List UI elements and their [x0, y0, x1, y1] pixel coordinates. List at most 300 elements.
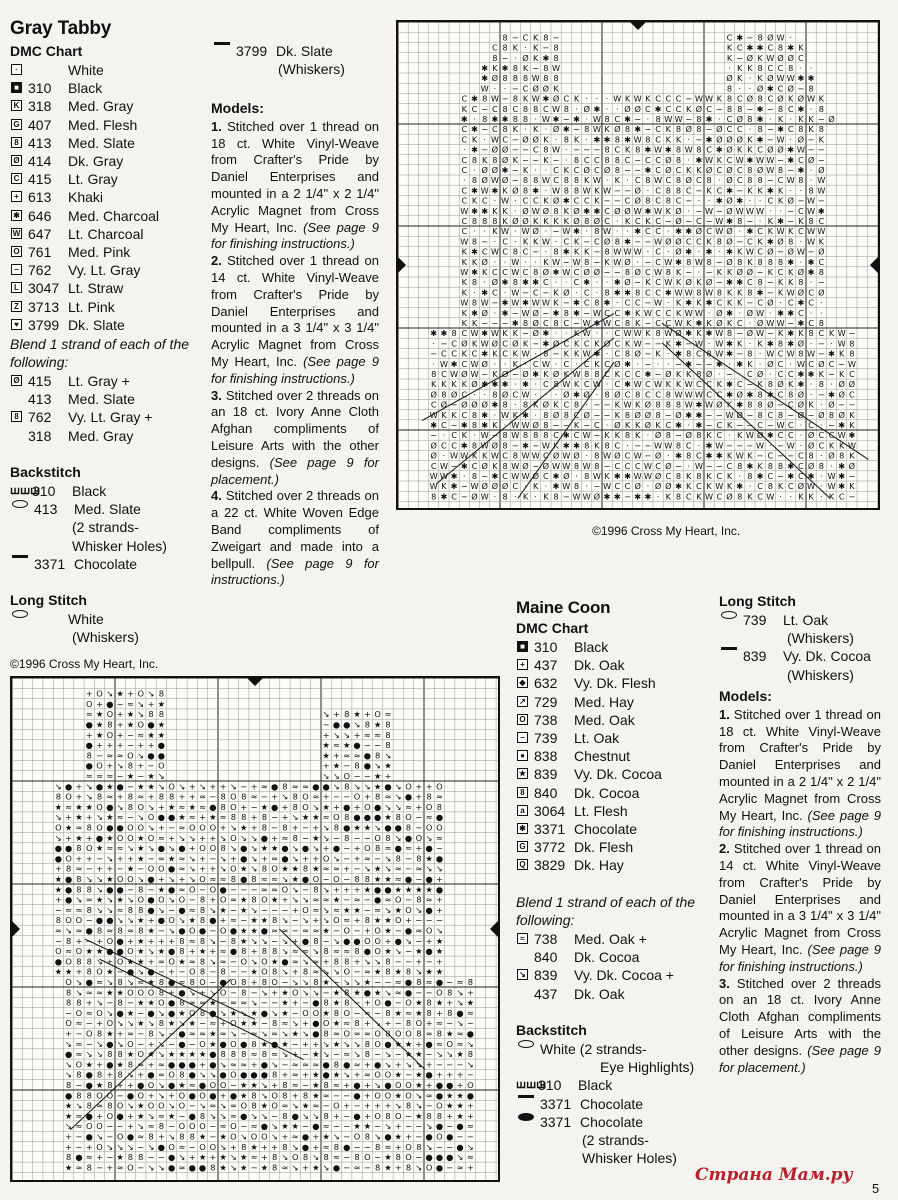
svg-text:+: +: [291, 904, 299, 915]
svg-text:✱: ✱: [726, 348, 733, 359]
svg-text:K: K: [839, 369, 845, 379]
svg-text:W: W: [592, 175, 601, 186]
svg-text:−: −: [797, 83, 805, 94]
svg-text:K: K: [471, 134, 478, 145]
svg-text:≈: ≈: [271, 1049, 279, 1060]
svg-text:★: ★: [394, 1069, 402, 1080]
svg-text:−: −: [405, 956, 413, 967]
svg-text:≈: ≈: [312, 925, 320, 936]
svg-text:−: −: [229, 956, 237, 967]
svg-text:+: +: [312, 1038, 320, 1049]
svg-text:+: +: [147, 791, 155, 802]
svg-text:8: 8: [292, 801, 298, 812]
svg-text:−: −: [363, 832, 371, 843]
svg-text:O: O: [106, 1018, 114, 1029]
svg-text:+: +: [126, 853, 134, 864]
floss-code: 838: [534, 748, 558, 765]
svg-text:K: K: [471, 450, 478, 461]
svg-text:−: −: [363, 771, 371, 781]
svg-text:●: ●: [209, 1007, 217, 1018]
svg-text:+: +: [126, 688, 134, 699]
svg-text:★: ★: [435, 946, 444, 957]
svg-text:✱: ✱: [644, 491, 652, 502]
svg-text:·: ·: [799, 185, 803, 196]
svg-text:K: K: [533, 236, 539, 247]
svg-text:↘: ↘: [322, 1162, 330, 1173]
svg-text:C: C: [736, 165, 743, 175]
svg-text:C: C: [604, 216, 610, 226]
svg-text:W: W: [786, 440, 795, 451]
svg-text:↘: ↘: [281, 966, 289, 977]
svg-text:O: O: [199, 1038, 206, 1049]
svg-text:K: K: [553, 83, 559, 94]
svg-text:↘: ↘: [116, 801, 124, 812]
svg-text:W: W: [582, 491, 591, 502]
svg-text:✱: ✱: [603, 491, 611, 502]
svg-text:−: −: [229, 1080, 237, 1090]
svg-text:Ø: Ø: [491, 338, 499, 349]
svg-text:O: O: [137, 1090, 145, 1101]
svg-text:W: W: [745, 430, 754, 441]
svg-text:↘: ↘: [250, 853, 258, 864]
svg-text:W: W: [480, 185, 489, 196]
svg-text:★: ★: [219, 1152, 227, 1163]
svg-text:K: K: [706, 185, 712, 196]
svg-text:−: −: [435, 1141, 443, 1152]
svg-text:K: K: [726, 420, 733, 430]
svg-text:↘: ↘: [260, 1080, 268, 1090]
svg-text:−: −: [624, 491, 631, 502]
svg-text:✱: ✱: [501, 114, 509, 124]
svg-text:★: ★: [240, 1018, 248, 1029]
svg-text:Ø: Ø: [552, 450, 560, 461]
svg-text:≈: ≈: [291, 1131, 299, 1142]
svg-text:+: +: [75, 781, 83, 792]
svg-text:−: −: [511, 175, 519, 186]
svg-text:✱: ✱: [471, 246, 478, 257]
svg-text:↘: ↘: [106, 1141, 114, 1152]
svg-text:★: ★: [137, 997, 145, 1008]
svg-text:·: ·: [524, 42, 527, 53]
svg-text:+: +: [343, 1080, 351, 1090]
svg-text:●: ●: [147, 1007, 155, 1018]
svg-text:✱: ✱: [766, 338, 774, 349]
svg-text:8: 8: [333, 1059, 340, 1070]
svg-text:−: −: [685, 93, 693, 104]
svg-text:+: +: [96, 935, 104, 946]
svg-text:K: K: [696, 277, 702, 288]
svg-text:−: −: [644, 338, 652, 349]
svg-text:★: ★: [446, 1028, 454, 1039]
svg-text:−: −: [848, 399, 856, 410]
svg-text:−: −: [353, 1007, 361, 1018]
svg-text:Ø: Ø: [665, 460, 672, 471]
floss-name: Lt. Gray: [68, 171, 118, 188]
svg-text:O: O: [394, 915, 402, 926]
svg-text:≈: ≈: [219, 1121, 227, 1132]
floss-code: 761: [28, 244, 52, 261]
svg-text:O: O: [374, 1069, 381, 1080]
maine-coon-blend-list: [516, 930, 706, 1003]
svg-text:●: ●: [54, 843, 62, 854]
svg-text:↘: ↘: [126, 915, 134, 926]
svg-text:8: 8: [594, 226, 600, 237]
svg-text:O: O: [168, 915, 175, 926]
svg-text:8: 8: [282, 781, 288, 792]
svg-text:8: 8: [199, 894, 206, 905]
key-row: [10, 152, 200, 170]
svg-text:✱: ✱: [613, 471, 621, 481]
svg-text:K: K: [492, 226, 498, 237]
svg-text:8: 8: [66, 863, 72, 874]
svg-text:✱: ✱: [603, 297, 611, 308]
svg-text:≈: ≈: [435, 791, 443, 802]
svg-text:Ø: Ø: [614, 358, 621, 369]
svg-text:●: ●: [168, 977, 176, 987]
svg-text:★: ★: [240, 1090, 248, 1101]
svg-text:Ø: Ø: [675, 409, 682, 420]
svg-text:K: K: [482, 154, 488, 165]
svg-text:−: −: [450, 460, 458, 471]
svg-text:★: ★: [384, 925, 392, 936]
svg-text:C: C: [573, 165, 580, 175]
svg-text:−: −: [302, 822, 310, 833]
svg-text:●: ●: [301, 935, 310, 946]
svg-text:K: K: [573, 134, 580, 145]
svg-text:●: ●: [260, 1007, 268, 1018]
svg-text:8: 8: [798, 124, 804, 135]
svg-text:★: ★: [178, 812, 186, 823]
svg-text:C: C: [461, 216, 468, 226]
svg-text:W: W: [633, 134, 642, 145]
svg-text:−: −: [736, 52, 744, 63]
maine-coon-backstitch-list: White (2 strands- Eye Highlights) ꟺꟺꟺ 310 Black 3371 Chocolate 3371 Chocolate (2 strands- Whisker Holes): [516, 1041, 695, 1167]
svg-text:K: K: [777, 287, 784, 298]
svg-text:C: C: [614, 460, 621, 471]
svg-text:★: ★: [363, 884, 372, 895]
svg-text:8: 8: [543, 144, 549, 155]
svg-text:✱: ✱: [450, 358, 458, 369]
svg-text:8: 8: [512, 277, 518, 288]
svg-text:8: 8: [364, 1038, 370, 1049]
solid-line-icon: [214, 42, 230, 45]
svg-text:8: 8: [543, 420, 549, 430]
svg-text:−: −: [178, 1110, 186, 1121]
svg-text:−: −: [157, 966, 165, 977]
svg-text:★: ★: [137, 935, 145, 946]
svg-text:≈: ≈: [312, 904, 320, 915]
svg-text:C: C: [787, 103, 794, 114]
svg-text:−: −: [511, 144, 519, 155]
svg-text:●: ●: [312, 1028, 320, 1039]
svg-text:Ø: Ø: [828, 114, 835, 124]
svg-text:✱: ✱: [715, 195, 723, 206]
model-paragraph: 3. Stitched over 2 threads on an 18 ct. Ivory Anne Cloth Afghan compliments of Leisure Arts with the other designs. (See page 9 for placement.): [211, 387, 379, 487]
svg-text:≈: ≈: [85, 1152, 93, 1163]
svg-text:O: O: [65, 791, 72, 802]
svg-text:Ø: Ø: [532, 83, 539, 94]
svg-text:−: −: [736, 185, 744, 196]
svg-text:●: ●: [65, 874, 73, 884]
svg-text:★: ★: [446, 1100, 454, 1111]
svg-text:↘: ↘: [199, 1100, 207, 1111]
svg-text:≈: ≈: [219, 956, 227, 967]
svg-text:C: C: [614, 481, 621, 492]
svg-text:−: −: [96, 750, 104, 761]
svg-text:≈: ≈: [394, 977, 402, 987]
svg-text:C: C: [604, 205, 610, 216]
svg-text:·: ·: [554, 328, 558, 339]
svg-text:≈: ≈: [75, 1162, 83, 1173]
svg-text:O: O: [384, 1090, 392, 1101]
svg-text:↘: ↘: [250, 935, 258, 946]
svg-text:Ø: Ø: [705, 369, 713, 379]
svg-text:W: W: [633, 93, 642, 104]
key-row: [516, 802, 706, 820]
svg-text:8: 8: [272, 946, 278, 957]
svg-text:·: ·: [779, 297, 782, 308]
svg-text:✱: ✱: [471, 307, 478, 318]
svg-text:↘: ↘: [322, 822, 330, 833]
svg-text:✱: ✱: [807, 73, 815, 84]
floss-code: 310: [28, 80, 52, 97]
svg-text:8: 8: [395, 812, 401, 823]
svg-text:O: O: [127, 946, 134, 957]
svg-text:✱: ✱: [705, 134, 713, 145]
svg-text:✱: ✱: [522, 297, 529, 308]
svg-text:C: C: [655, 460, 661, 471]
svg-text:−: −: [209, 1121, 217, 1132]
svg-text:W: W: [511, 460, 520, 471]
svg-text:✱: ✱: [685, 358, 693, 369]
svg-text:−: −: [219, 935, 227, 946]
svg-text:C: C: [624, 481, 631, 492]
svg-text:≈: ≈: [157, 832, 165, 843]
svg-text:✱: ✱: [726, 185, 733, 196]
svg-text:W: W: [480, 297, 489, 308]
svg-text:Ø: Ø: [736, 134, 743, 145]
svg-text:≈: ≈: [157, 853, 165, 864]
svg-text:8: 8: [55, 915, 61, 926]
floss-code: 310: [534, 639, 558, 655]
svg-text:W: W: [582, 185, 591, 196]
svg-text:8: 8: [737, 256, 743, 267]
key-row: [10, 243, 200, 261]
svg-text:↘: ↘: [157, 1028, 165, 1039]
svg-text:W: W: [511, 430, 520, 441]
svg-text:●: ●: [178, 1038, 186, 1049]
svg-text:↘: ↘: [466, 1059, 474, 1070]
svg-text:↘: ↘: [332, 1131, 340, 1142]
svg-text:K: K: [818, 369, 824, 379]
svg-text:●: ●: [332, 843, 341, 854]
svg-text:≈: ≈: [240, 997, 248, 1008]
svg-text:−: −: [260, 1018, 268, 1029]
svg-text:Ø: Ø: [542, 460, 550, 471]
svg-text:≈: ≈: [363, 729, 371, 740]
svg-text:O: O: [127, 874, 134, 884]
svg-text:C: C: [767, 409, 774, 420]
svg-text:−: −: [137, 1007, 145, 1018]
svg-text:8: 8: [189, 977, 195, 987]
svg-text:●: ●: [178, 904, 186, 915]
svg-text:O: O: [261, 1131, 268, 1142]
svg-text:Ø: Ø: [654, 430, 662, 441]
svg-text:+: +: [75, 935, 83, 946]
svg-text:O: O: [147, 812, 155, 823]
svg-text:✱: ✱: [552, 267, 560, 277]
svg-text:W: W: [796, 358, 805, 369]
model-paragraph: 1. Stitched over 1 thread on 18 ct. White Vinyl-Weave from Crafter's Pride by Daniel Enterprises and mounted in a 2 1/4" x 2 1/4" Acrylic Magnet from Cross My Heart, Inc. (See page 9 for finishing instructions.): [211, 118, 379, 252]
svg-text:Ø: Ø: [665, 481, 672, 492]
svg-text:✱: ✱: [736, 358, 744, 369]
svg-text:Ø: Ø: [563, 287, 570, 298]
svg-text:8: 8: [344, 956, 350, 967]
svg-text:W: W: [490, 93, 499, 104]
svg-text:W: W: [766, 52, 775, 63]
svg-text:O: O: [436, 1100, 443, 1111]
svg-text:≈: ≈: [394, 874, 402, 884]
gray-tabby-backstitch-list: ꟺꟺꟺ 310 Black 413 Med. Slate (2 strands- Whisker Holes) 3371 Chocolate: [10, 483, 167, 572]
svg-text:·: ·: [728, 358, 731, 369]
svg-text:★: ★: [384, 760, 392, 771]
svg-text:+: +: [157, 822, 165, 833]
svg-text:★: ★: [240, 904, 248, 915]
svg-text:Ø: Ø: [797, 134, 805, 145]
svg-text:+: +: [229, 853, 237, 864]
svg-text:W: W: [725, 409, 734, 420]
svg-text:−: −: [147, 853, 155, 864]
svg-text:+: +: [281, 1069, 289, 1080]
svg-text:·: ·: [646, 481, 650, 492]
svg-text:8: 8: [655, 409, 661, 420]
svg-text:+: +: [96, 1152, 104, 1163]
svg-text:↘: ↘: [147, 946, 155, 957]
svg-text:Ø: Ø: [522, 369, 529, 379]
svg-text:−: −: [746, 409, 754, 420]
svg-text:≈: ≈: [312, 1100, 320, 1111]
svg-text:8: 8: [117, 1049, 123, 1060]
svg-text:C: C: [655, 154, 661, 165]
svg-text:8: 8: [757, 389, 763, 400]
svg-text:+: +: [394, 1121, 402, 1132]
svg-text:+: +: [250, 1059, 258, 1070]
svg-text:C: C: [787, 369, 794, 379]
svg-text:●: ●: [168, 1162, 176, 1173]
svg-text:+: +: [363, 1080, 371, 1090]
svg-text:≈: ≈: [332, 946, 340, 957]
svg-text:8: 8: [512, 246, 518, 257]
svg-text:8: 8: [117, 977, 123, 987]
svg-text:✱: ✱: [624, 236, 631, 247]
svg-text:·: ·: [564, 277, 568, 288]
svg-text:O: O: [405, 1028, 412, 1039]
svg-text:C: C: [665, 307, 672, 318]
svg-text:↘: ↘: [322, 904, 330, 915]
svg-text:K: K: [471, 195, 478, 206]
svg-text:−: −: [126, 781, 134, 792]
svg-text:+: +: [405, 915, 413, 926]
svg-text:≈: ≈: [353, 1059, 361, 1070]
svg-text:8: 8: [261, 812, 267, 823]
svg-text:8: 8: [563, 134, 569, 145]
svg-text:−: −: [644, 297, 652, 308]
svg-text:+: +: [353, 956, 361, 967]
floss-code: 318: [28, 98, 52, 115]
svg-text:−: −: [787, 318, 795, 328]
svg-text:≈: ≈: [456, 977, 464, 987]
svg-text:8: 8: [502, 103, 508, 114]
svg-text:↘: ↘: [157, 1090, 165, 1101]
svg-text:★: ★: [373, 987, 382, 998]
svg-text:8: 8: [385, 719, 391, 730]
svg-text:+: +: [374, 1100, 382, 1111]
svg-text:·: ·: [503, 83, 507, 94]
svg-text:K: K: [533, 124, 539, 135]
svg-text:−: −: [271, 997, 279, 1008]
svg-text:+: +: [147, 915, 155, 926]
svg-text:W: W: [684, 307, 693, 318]
svg-text:−: −: [511, 440, 519, 451]
svg-text:✱: ✱: [685, 297, 693, 308]
svg-text:↘: ↘: [291, 884, 299, 895]
svg-text:C: C: [798, 226, 804, 237]
svg-text:↘: ↘: [332, 853, 340, 864]
svg-text:●: ●: [85, 1069, 93, 1080]
svg-text:↘: ↘: [168, 1100, 176, 1111]
svg-text:·: ·: [799, 63, 803, 73]
svg-text:★: ★: [312, 812, 320, 823]
svg-text:8: 8: [416, 894, 422, 905]
svg-text:W: W: [490, 134, 499, 145]
svg-text:K: K: [563, 348, 569, 359]
svg-text:W: W: [429, 409, 438, 420]
svg-text:−: −: [137, 771, 145, 781]
svg-text:K: K: [737, 297, 743, 308]
svg-text:−: −: [188, 894, 196, 905]
svg-text:W: W: [817, 175, 826, 186]
svg-text:K: K: [573, 236, 580, 247]
svg-text:C: C: [655, 389, 661, 400]
svg-text:+: +: [353, 853, 361, 864]
svg-text:↘: ↘: [415, 1100, 423, 1111]
svg-text:+: +: [147, 1038, 155, 1049]
svg-text:·: ·: [595, 287, 599, 298]
svg-text:W: W: [480, 430, 489, 441]
svg-text:●: ●: [384, 781, 392, 792]
svg-text:K: K: [675, 134, 682, 145]
svg-text:+: +: [363, 925, 371, 936]
key-row: [10, 134, 200, 152]
svg-text:−: −: [817, 154, 825, 165]
svg-text:Ø: Ø: [777, 93, 784, 104]
svg-text:O: O: [302, 904, 309, 915]
svg-text:−: −: [644, 236, 652, 247]
svg-text:K: K: [808, 114, 814, 124]
svg-text:+: +: [188, 791, 196, 802]
svg-text:−: −: [695, 205, 703, 216]
svg-text:✱: ✱: [481, 379, 489, 390]
svg-text:↘: ↘: [96, 956, 104, 967]
svg-text:8: 8: [272, 1018, 278, 1029]
svg-text:●: ●: [260, 832, 268, 843]
svg-text:≈: ≈: [322, 1121, 330, 1132]
floss-name: Vy. Lt. Gray +: [68, 409, 153, 426]
svg-text:8: 8: [604, 246, 610, 257]
svg-text:−: −: [522, 144, 529, 155]
svg-text:C: C: [696, 481, 702, 492]
svg-text:+: +: [271, 1141, 279, 1152]
